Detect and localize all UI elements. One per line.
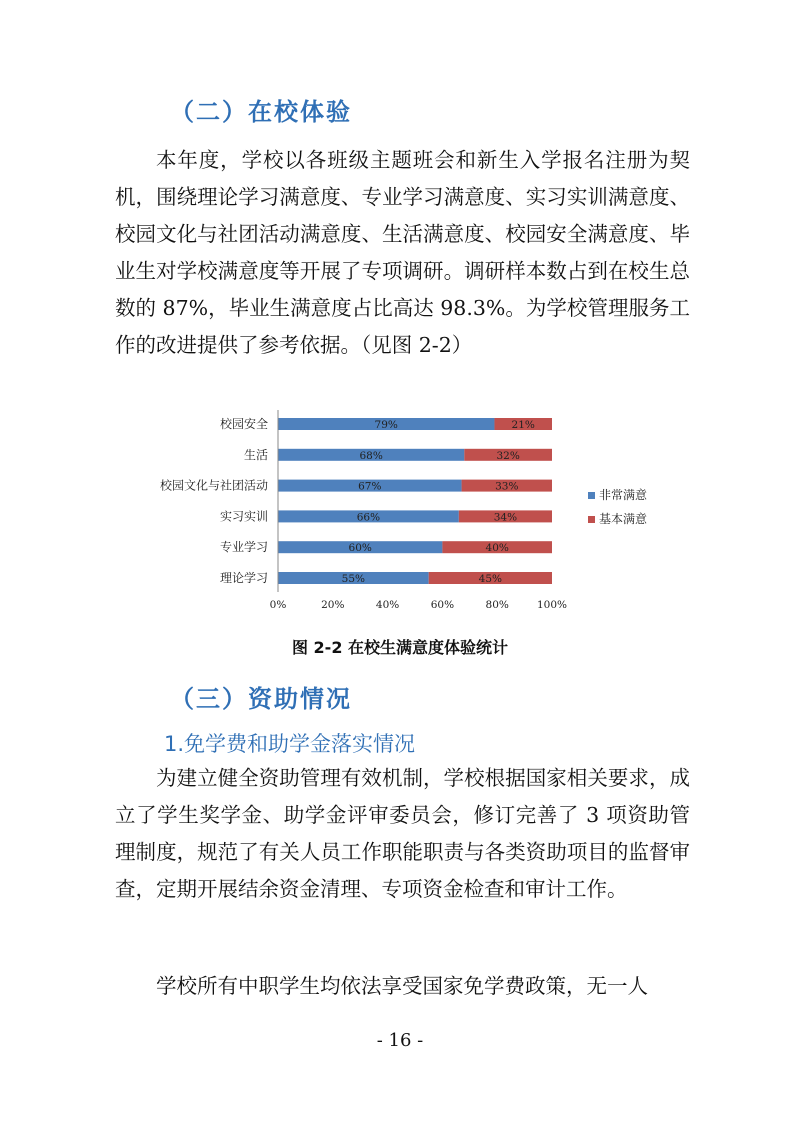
x-tick-label: 20% bbox=[321, 599, 345, 611]
bar-value-label: 32% bbox=[496, 449, 520, 462]
legend-swatch bbox=[588, 516, 595, 523]
x-tick-label: 80% bbox=[485, 599, 509, 611]
bar-value-label: 33% bbox=[495, 480, 519, 493]
x-tick-label: 100% bbox=[536, 599, 568, 611]
paragraph: 本年度，学校以各班级主题班会和新生入学报名注册为契机，围绕理论学习满意度、专业学习满意度、实习实训满意度、校园文化与社团活动满意度、生活满意度、校园安全满意度、毕业生对学校满意度等开展了专项调研。调研样本数占到在校生总数的 87%，毕业生满意度占比高达 98.3%。为学校管理服务工作的改进提供了参考依据。（见图 2-2） bbox=[115, 148, 690, 357]
category-label: 校园文化与社团活动 bbox=[159, 478, 268, 493]
x-tick-label: 60% bbox=[430, 599, 455, 611]
category-label: 生活 bbox=[243, 447, 268, 462]
bar-value-label: 21% bbox=[511, 419, 535, 431]
bar-value-label: 67% bbox=[358, 480, 382, 493]
paragraph: 学校所有中职学生均依法享受国家免学费政策，无一人 bbox=[156, 974, 648, 998]
legend-swatch bbox=[588, 492, 595, 499]
legend-label: 基本满意 bbox=[599, 512, 648, 526]
bar-value-label: 34% bbox=[493, 511, 518, 524]
figure-caption: 图 2-2 在校生满意度体验统计 bbox=[291, 638, 509, 657]
category-label: 理论学习 bbox=[219, 571, 268, 585]
satisfaction-bar-chart bbox=[130, 400, 670, 630]
bar-value-label: 79% bbox=[374, 419, 398, 431]
bar-value-label: 45% bbox=[478, 573, 503, 585]
category-label: 实习实训 bbox=[219, 509, 268, 524]
category-label: 校园安全 bbox=[219, 417, 268, 431]
x-tick-label: 40% bbox=[375, 599, 400, 611]
bar-value-label: 66% bbox=[356, 511, 381, 524]
bar-value-label: 55% bbox=[341, 573, 366, 585]
subsection-heading: 1.免学费和助学金落实情况 bbox=[164, 732, 416, 756]
paragraph: 为建立健全资助管理有效机制，学校根据国家相关要求，成立了学生奖学金、助学金评审委员会，修订完善了 3 项资助管理制度，规范了有关人员工作职能职责与各类资助项目的监督审查，定期开展结余资金清理、专项资金检查和审计工作。 bbox=[115, 766, 690, 901]
legend-label: 非常满意 bbox=[599, 488, 648, 502]
bar-value-label: 60% bbox=[348, 542, 372, 555]
page-number: - 16 - bbox=[376, 1030, 424, 1051]
bar-value-label: 40% bbox=[485, 542, 509, 555]
category-label: 专业学习 bbox=[219, 540, 268, 555]
section-heading: （二）在校体验 bbox=[170, 98, 352, 126]
section-heading: （三）资助情况 bbox=[170, 685, 352, 713]
bar-value-label: 68% bbox=[359, 449, 383, 462]
x-tick-label: 0% bbox=[269, 599, 287, 611]
